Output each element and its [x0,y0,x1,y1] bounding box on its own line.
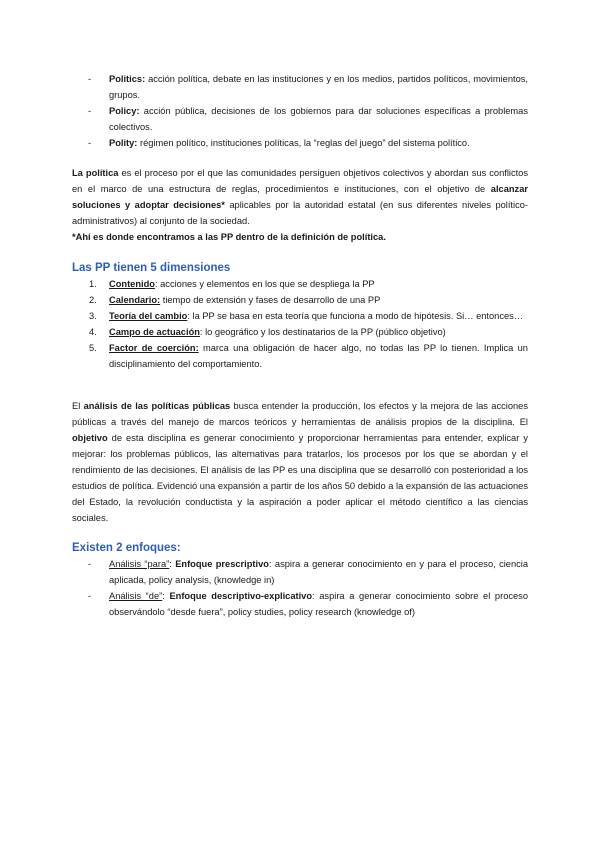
list-item [72,292,528,308]
list-item [72,556,528,588]
dimensiones-list [72,276,528,372]
list-number: 3. [89,311,97,321]
dimension-text: : la PP se basa en esta teoría que funciona a modo de hipótesis. Si… entonces… [187,311,524,321]
list-item [72,324,528,340]
dimension-term: Teoría del cambio [109,311,188,321]
dimension-term: Calendario: [109,295,161,305]
enfoques-heading: Existen 2 enfoques: [72,542,181,554]
enfoque-label: Análisis “de” [109,591,163,601]
politica-text-2: aplicables por la autoridad estatal (en sus diferentes niveles político-administrativos) al conjunto de la sociedad. [72,200,528,226]
dimension-term: Campo de actuación [109,327,200,337]
list-number: 4. [89,327,97,337]
list-item [72,340,528,372]
enfoques-list [72,556,528,620]
politica-bold: alcanzar soluciones y adoptar decisiones* [72,184,528,210]
enfoque-label: Análisis “para” [109,559,170,569]
politica-lead: La política [72,168,119,178]
objetivo-bold: objetivo [72,433,108,443]
dimension-term: Contenido [109,279,155,289]
analisis-bold: análisis de las políticas públicas [83,401,231,411]
pp-terms-list [72,71,528,151]
dash-bullet: - [88,138,92,148]
term-politics: Politics: [109,74,146,84]
analisis-paragraph [72,398,528,526]
separator: : [162,591,170,601]
list-number: 2. [89,295,97,305]
list-item [72,71,528,103]
term-definition: acción política, debate en las instituciones y en los medios, partidos políticos, movimientos, grupos. [109,74,528,100]
dimension-text: tiempo de extensión y fases de desarrollo de una PP [160,295,381,305]
term-definition: régimen político, instituciones políticas, la “reglas del juego” del sistema político. [137,138,470,148]
dash-bullet: - [88,559,92,569]
dimension-text: : acciones y elementos en los que se despliega la PP [154,279,375,289]
term-definition: acción pública, decisiones de los gobiernos para dar soluciones específicas a problemas colectivos. [109,106,528,132]
term-policy: Policy: [109,106,140,116]
politica-paragraph [72,165,528,245]
dimension-text: marca una obligación de hacer algo, no todas las PP lo tienen. Implica un disciplinamiento del comportamiento. [109,343,528,369]
dash-bullet: - [88,591,92,601]
dimension-term: Factor de coerción: [109,343,199,353]
politica-text-1: es el proceso por el que las comunidades persiguen objetivos colectivos y abordan sus conflictos en el marco de una estructura de reglas, procedimientos e instituciones, con el objetivo de [72,168,529,194]
separator: : [169,559,176,569]
enfoque-text: : aspira a generar conocimiento sobre el proceso observándolo “desde fuera”, policy studies, policy research (knowledge of) [109,591,529,617]
dash-bullet: - [88,106,92,116]
list-item [72,103,528,135]
analisis-text: El [72,401,84,411]
term-polity: Polity: [109,138,138,148]
enfoque-term: Enfoque prescriptivo [175,559,269,569]
list-item [72,308,528,324]
list-item [72,135,528,151]
analisis-text: de esta disciplina es generar conocimiento y proporcionar herramientas para entender, explicar y mejorar: los problemas públicos, las alternativas para tratarlos, los procesos por los que se abordan y el rendimiento de las decisiones. El análisis de las PP es una disciplina que se desarrolló con posterioridad a los estudios de política. Evidenció una expansión a partir de los años 50 debido a la expansión de las actuaciones del Estado, la revolución conductista y la aspiración a poder aplicar el método científico a las ciencias sociales. [72,433,528,523]
list-item [72,276,528,292]
enfoque-term: Enfoque descriptivo-explicativo [169,591,313,601]
analisis-text: busca entender la producción, los efectos y la mejora de las acciones públicas a través del manejo de marcos teóricos y herramientas de análisis propios de la disciplina. El [72,401,528,427]
list-number: 1. [89,279,97,289]
enfoque-text: : aspira a generar conocimiento en y para el proceso, ciencia aplicada, policy analysis, (knowledge in) [109,559,529,585]
politica-note: *Ahí es donde encontramos a las PP dentro de la definición de política. [72,232,386,242]
dimensiones-heading: Las PP tienen 5 dimensiones [72,262,231,274]
list-number: 5. [89,343,97,353]
dimension-text: : lo geográfico y los destinatarios de la PP (público objetivo) [199,327,446,337]
dash-bullet: - [88,74,92,84]
list-item [72,588,528,620]
